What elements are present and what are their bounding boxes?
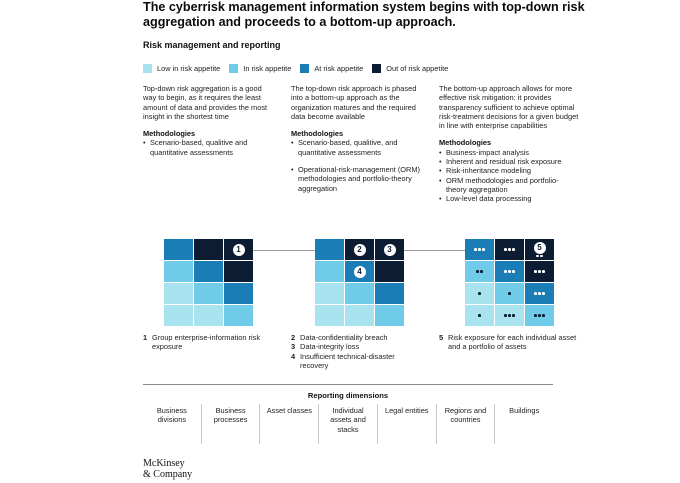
heatmap-cell-in [345,283,374,304]
heatmap-cell-in [315,261,344,282]
asset-dots [534,270,545,273]
asset-dots [504,314,515,317]
note-item [439,333,579,352]
heatmap-cell-out [495,239,524,260]
legend-item-in [229,64,291,73]
note-item [291,352,421,371]
heatmap-cell-in [375,305,404,326]
asset-dot [504,314,507,317]
asset-dots [478,314,481,317]
heatmap-cell-in [525,305,554,326]
methodology-item: • Scenario-based, qualitive and quantitative assessments [143,138,275,157]
asset-dot [512,314,515,317]
asset-dots [536,255,543,258]
legend-swatch-out [372,64,381,73]
heatmap-cell-at [495,261,524,282]
heatmap-cell-at [315,239,344,260]
asset-dot [508,270,511,273]
heatmap-cell-low [194,305,223,326]
heatmap-cell-out [345,239,374,260]
heatmap-cell-in [164,261,193,282]
heatmap-cell-low [495,305,524,326]
heatmap-cell-low [164,305,193,326]
dimension-item: Individual assets and stacks [318,404,377,444]
asset-dot [542,314,545,317]
legend-swatch-at [300,64,309,73]
asset-dot [534,292,537,295]
methodologies-list [291,138,423,192]
logo-line-2: & Company [143,469,193,480]
mckinsey-logo [143,458,192,480]
legend-label: At risk appetite [314,63,364,73]
note-number: 3 [291,342,296,352]
methodologies-list [439,148,579,204]
legend [143,62,457,74]
heatmap-cell-in [465,261,494,282]
asset-dot [534,314,537,317]
note-text: Insufficient technical-disaster recovery [300,351,395,370]
heatmap-cell-out [224,261,253,282]
heatmap-cell-out [194,239,223,260]
divider [143,384,553,385]
dimension-item: Business divisions [156,406,187,425]
column-intro: The bottom-up approach allows for more effective risk mitigation: it provides transparency sufficient to achieve optimal risk-treatment decisions for a given budget in line with enterprise capabilities [439,84,579,131]
asset-dot [480,270,483,273]
asset-dots [508,292,511,295]
asset-dot [478,314,481,317]
legend-item-at [300,64,363,73]
legend-swatch-in [229,64,238,73]
legend-label: Low in risk appetite [157,63,221,73]
asset-dots [476,270,483,273]
legend-label: Out of risk appetite [386,63,449,73]
asset-dot [542,270,545,273]
dimension-item: Regions and countries [436,404,495,444]
heatmap-cell-at [345,261,374,282]
note-text: Data-confidentiality breach [300,333,388,342]
methodologies-heading: Methodologies [291,129,344,139]
connector-line [253,250,315,251]
heatmap-cell-at [525,283,554,304]
heatmap-grid-phased [315,239,404,326]
note-item [143,333,273,352]
heatmap-grid-bottom-up [465,239,554,326]
note-text: Data-integrity loss [300,342,360,352]
methodologies-list [143,138,275,157]
page-title: The cyberrisk management information system begins with top-down risk aggregation and proceeds to a bottom-up approach. [143,0,585,29]
methodology-item: • Business-impact analysis [439,148,579,157]
asset-dot [512,248,515,251]
heatmap-cell-low [465,305,494,326]
methodology-item: • Scenario-based, qualitive, and quantitative assessments [291,138,423,157]
notes-phased [291,333,421,370]
column-bottom-up [439,84,579,204]
legend-label: In risk appetite [243,63,292,73]
note-text: Risk exposure for each individual asset and a portfolio of assets [448,333,577,352]
asset-dots [504,248,515,251]
heatmap-cell-low [315,305,344,326]
note-number: 2 [291,333,296,342]
logo-line-1: McKinsey [143,458,185,469]
heatmap-cell-low [345,305,374,326]
legend-item-out [372,64,448,73]
note-item [291,333,421,342]
note-item [291,342,421,351]
heatmap-cell-out [375,239,404,260]
dimension-item: Buildings [494,404,553,444]
methodology-item: • Inherent and residual risk exposure [439,157,579,166]
asset-dot [508,314,511,317]
heatmap-cell-at [164,239,193,260]
column-intro: Top-down risk aggregation is a good way to begin, as it requires the least amount of data and provides the most insight in the shortest time [143,84,268,121]
heatmap-cell-at [194,261,223,282]
asset-dot [512,270,515,273]
note-text: Group enterprise-information risk exposure [152,333,261,352]
asset-dot [540,255,543,258]
asset-dots [504,270,515,273]
asset-dots [534,292,545,295]
section-subtitle: Risk management and reporting [143,40,281,50]
asset-dots [474,248,485,251]
asset-dot [504,248,507,251]
methodology-item: • Risk-inheritance modeling [439,166,579,175]
heatmap-cell-out [375,261,404,282]
heatmap-grid-top-down [164,239,253,326]
asset-dot [482,248,485,251]
asset-dot [508,248,511,251]
heatmap-cell-in [194,283,223,304]
asset-dots [534,314,545,317]
heatmap-cell-out [224,239,253,260]
asset-dot [478,292,481,295]
column-top-down [143,84,275,157]
asset-dot [476,270,479,273]
methodology-item: • Operational-risk-management (ORM) methodologies and portfolio-theory aggregation [291,165,423,193]
asset-dot [508,292,511,295]
asset-dot [538,292,541,295]
asset-dot [534,270,537,273]
risk-marker-badge: 5 [534,242,546,254]
notes-top-down [143,333,273,352]
heatmap-cell-out [525,261,554,282]
heatmap-cell-low [164,283,193,304]
heatmap-cell-low [465,283,494,304]
note-number: 5 [439,333,444,342]
dimension-item: Legal entities [377,404,436,444]
notes-bottom-up [439,333,579,352]
asset-dot [542,292,545,295]
asset-dot [538,314,541,317]
legend-swatch-low [143,64,152,73]
methodologies-heading: Methodologies [143,129,196,139]
asset-dot [478,248,481,251]
reporting-title: Reporting dimensions [307,391,389,400]
risk-marker-badge: 3 [384,244,396,256]
column-intro: The top-down risk approach is phased into a bottom-up approach as the organization matures and the required data become available [291,84,417,121]
dimension-item: Business processes [201,404,260,444]
heatmap-cell-out [525,239,554,260]
asset-dots [478,292,481,295]
asset-dot [536,255,539,258]
dimension-item: Asset classes [259,404,318,444]
heatmap-cell-in [495,283,524,304]
risk-marker-badge: 4 [354,266,366,278]
note-number: 4 [291,351,296,361]
heatmap-cell-at [224,283,253,304]
heatmap-cell-at [375,283,404,304]
asset-dot [474,248,477,251]
heatmap-cell-in [224,305,253,326]
methodology-item: • ORM methodologies and portfolio-theory aggregation [439,176,579,195]
methodologies-heading: Methodologies [439,138,492,148]
risk-marker-badge: 2 [354,244,366,256]
methodology-item: • Low-level data processing [439,194,579,203]
asset-dot [538,270,541,273]
asset-dot [504,270,507,273]
heatmap-cell-at [465,239,494,260]
reporting-dimensions [143,404,553,444]
heatmap-cell-low [315,283,344,304]
legend-item-low [143,64,220,73]
note-number: 1 [143,333,148,342]
risk-marker-badge: 1 [233,244,245,256]
connector-line [402,250,465,251]
column-phased [291,84,423,193]
